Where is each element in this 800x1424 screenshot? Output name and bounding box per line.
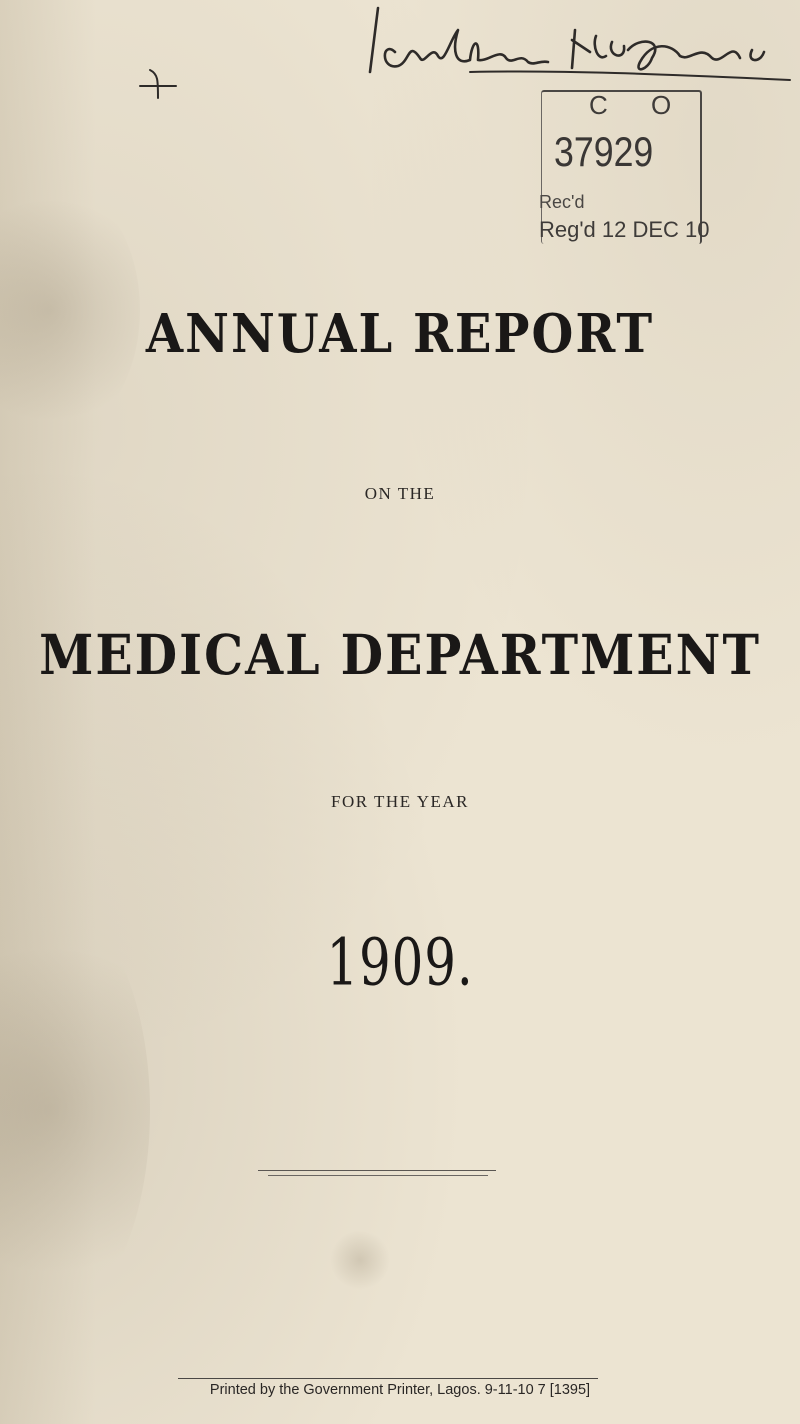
registry-stamp: [537, 86, 710, 256]
department-heading: MEDICAL DEPARTMENT: [39, 622, 761, 688]
footer-rule: [178, 1378, 598, 1379]
stamp-code: C O: [589, 90, 690, 120]
divider-rule: [268, 1175, 488, 1176]
paper-stain: [330, 1230, 390, 1290]
stamp-date: Reg'd 12 DEC 10: [539, 217, 710, 242]
for-the-year-label: FOR THE YEAR: [331, 792, 469, 811]
stamp-number: 37929: [554, 128, 654, 175]
divider-rule: [258, 1170, 496, 1171]
report-year: 1909.: [326, 923, 474, 1001]
on-the-label: ON THE: [364, 484, 436, 503]
stamp-received-label: Rec'd: [539, 192, 585, 212]
printer-imprint: Printed by the Government Printer, Lagos. 9-11-10 7 [1395]: [209, 1382, 591, 1398]
report-title: ANNUAL REPORT: [145, 302, 655, 366]
